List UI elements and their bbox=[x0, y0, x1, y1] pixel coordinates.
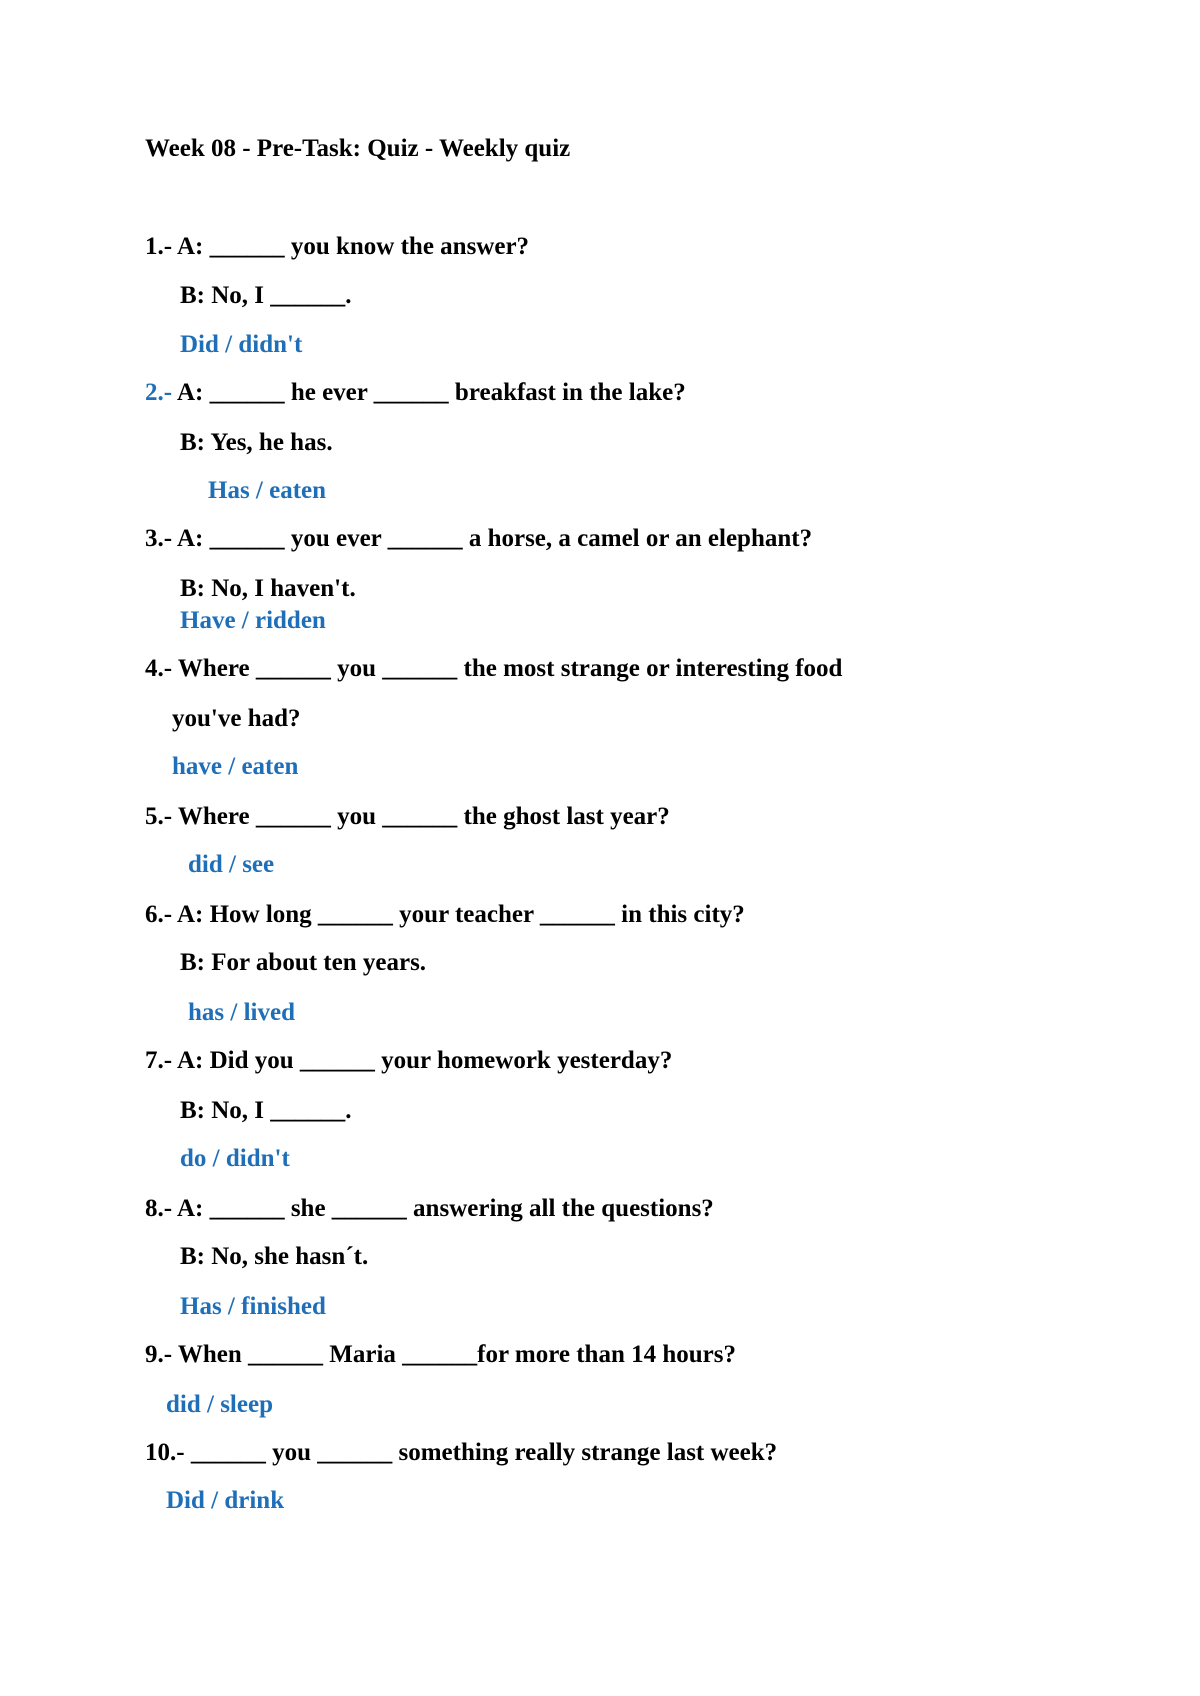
question-8-line-2: B: No, she hasn´t. bbox=[180, 1243, 369, 1270]
question-number: 10.- bbox=[145, 1439, 185, 1466]
question-text: ______ you ______ something really strange last week? bbox=[190, 1439, 778, 1466]
question-number: 2.- bbox=[145, 379, 173, 406]
question-number: 6.- bbox=[145, 901, 173, 928]
question-8 bbox=[145, 1194, 714, 1224]
question-8-answer: Has / finished bbox=[180, 1293, 326, 1320]
question-number: 3.- bbox=[145, 525, 173, 552]
question-9 bbox=[145, 1340, 736, 1370]
question-text: A: Did you ______ your homework yesterday? bbox=[176, 1047, 673, 1074]
question-4-answer: have / eaten bbox=[172, 753, 299, 780]
question-text: When ______ Maria ______for more than 14 hours? bbox=[177, 1341, 736, 1368]
question-6 bbox=[145, 900, 745, 930]
question-1 bbox=[145, 232, 529, 262]
question-number: 9.- bbox=[145, 1341, 173, 1368]
question-6-answer: has / lived bbox=[188, 999, 295, 1026]
question-text: A: ______ you know the answer? bbox=[176, 233, 530, 260]
question-text: Where ______ you ______ the most strange or interesting food bbox=[177, 655, 843, 682]
question-7 bbox=[145, 1046, 672, 1076]
question-2-line-2: B: Yes, he has. bbox=[180, 429, 333, 456]
page-title: Week 08 - Pre-Task: Quiz - Weekly quiz bbox=[145, 135, 571, 162]
question-1-line-2: B: No, I ______. bbox=[180, 282, 352, 309]
question-3-line-2: B: No, I haven't. bbox=[180, 575, 356, 602]
question-number: 4.- bbox=[145, 655, 173, 682]
question-7-answer: do / didn't bbox=[180, 1145, 290, 1172]
question-number: 5.- bbox=[145, 803, 173, 830]
question-7-line-2: B: No, I ______. bbox=[180, 1097, 352, 1124]
question-4 bbox=[145, 654, 842, 684]
question-text: A: ______ you ever ______ a horse, a camel or an elephant? bbox=[176, 525, 813, 552]
question-5-answer: did / see bbox=[188, 851, 275, 878]
question-text: A: How long ______ your teacher ______ in this city? bbox=[176, 901, 745, 928]
question-3-answer: Have / ridden bbox=[180, 607, 326, 634]
question-2 bbox=[145, 378, 686, 408]
question-9-answer: did / sleep bbox=[166, 1391, 273, 1418]
question-6-line-2: B: For about ten years. bbox=[180, 949, 427, 976]
question-10 bbox=[145, 1438, 777, 1468]
question-2-answer: Has / eaten bbox=[208, 477, 327, 504]
question-5 bbox=[145, 802, 670, 832]
question-1-answer: Did / didn't bbox=[180, 331, 303, 358]
question-10-answer: Did / drink bbox=[166, 1487, 285, 1514]
question-text: A: ______ he ever ______ breakfast in the lake? bbox=[176, 379, 686, 406]
question-text: Where ______ you ______ the ghost last year? bbox=[177, 803, 670, 830]
question-number: 8.- bbox=[145, 1195, 173, 1222]
question-number: 7.- bbox=[145, 1047, 173, 1074]
question-3 bbox=[145, 524, 812, 554]
question-text: A: ______ she ______ answering all the questions? bbox=[176, 1195, 714, 1222]
question-4-line-2: you've had? bbox=[172, 705, 301, 732]
question-number: 1.- bbox=[145, 233, 173, 260]
